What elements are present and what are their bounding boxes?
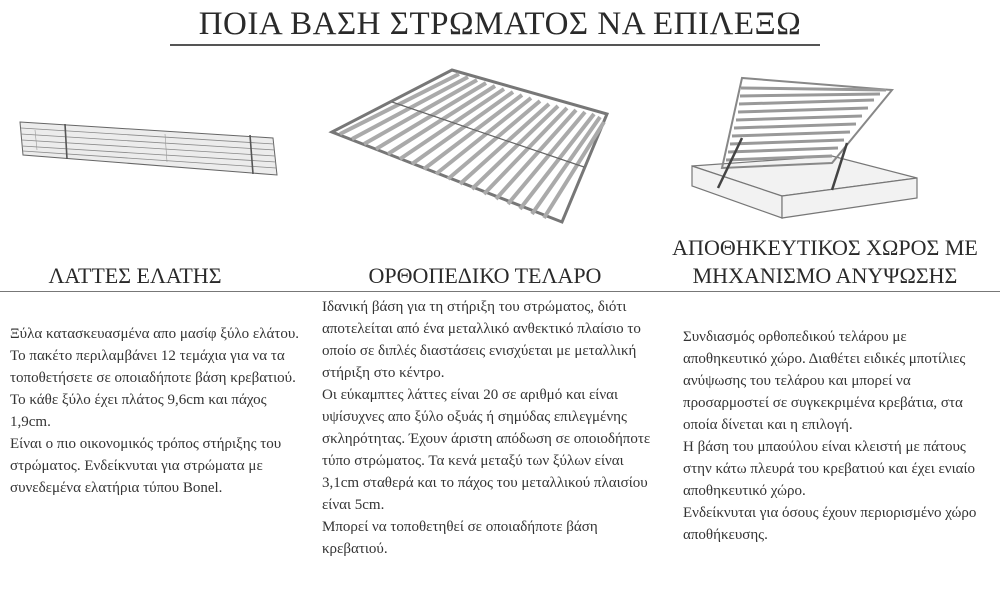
title-underline: [170, 44, 820, 46]
paragraph: Ενδείκνυται για όσους έχουν περιορισμένο χώρο αποθήκευσης.: [683, 505, 977, 543]
paragraph: Είναι ο πιο οικονομικός τρόπος στήριξης του στρώματος. Ενδείκνυται για στρώματα με συνεδεμένα ελατήρια τύπου Bonel.: [10, 436, 282, 496]
page-title: ΠΟΙΑ ΒΑΣΗ ΣΤΡΩΜΑΤΟΣ ΝΑ ΕΠΙΛΕΞΩ: [198, 6, 802, 42]
orthopedic-slatted-frame-icon: [322, 62, 622, 230]
storage-bed-lift-mechanism-icon: [682, 68, 927, 226]
column-text-storage-lift: [683, 326, 983, 546]
column-title-orthopedic-frame: ΟΡΘΟΠΕΔΙΚΟ ΤΕΛΑΡΟ: [368, 263, 602, 288]
paragraph: Ξύλα κατασκευασμένα απο μασίφ ξύλο ελάτου. Το πακέτο περιλαμβάνει 12 τεμάχια για να τα τοποθετήσετε σε οποιαδήποτε βάση κρεβατιού. Το κάθε ξύλο έχει πλάτος 9,6cm και πάχος 1,9cm.: [10, 326, 300, 430]
paragraph: Συνδιασμός ορθοπεδικού τελάρου με αποθηκευτικό χώρο. Διαθέτει ειδικές μποτίλιες ανύψωσης του τελάρου και μπορεί να προσαρμοστεί σε συγκεκριμένα κρεβάτια, στα οποία δίνεται και η επιλογή.: [683, 329, 966, 433]
wooden-slats-bundle-icon: [15, 100, 285, 180]
column-title-storage-lift: ΑΠΟΘΗΚΕΥΤΙΚΟΣ ΧΩΡΟΣ ΜΕ ΜΗΧΑΝΙΣΜΟ ΑΝΥΨΩΣΗΣ: [672, 235, 978, 288]
section-divider: [0, 291, 1000, 292]
column-text-orthopedic-frame: [322, 296, 652, 560]
column-text-slats: [10, 323, 300, 499]
column-title-slats: ΛΑΤΤΕΣ ΕΛΑΤΗΣ: [48, 263, 222, 288]
paragraph: Οι εύκαμπτες λάττες είναι 20 σε αριθμό και είναι υψίσυχνες απο ξύλο οξυάς ή σημύδας επιλεγμένης σκληρότητας. Έχουν άριστη απόδωση σε οποιοδήποτε τύπο στρώματος. Τα κενά μεταξύ των ξύλων είναι 3,1cm σταθερά και το πάχος του μεταλλικού πλαισίου είναι 5cm.: [322, 387, 651, 513]
paragraph: Μπορεί να τοποθετηθεί σε οποιαδήποτε βάση κρεβατιού.: [322, 519, 598, 557]
paragraph: Ιδανική βάση για τη στήριξη του στρώματος, διότι αποτελείται από ένα μεταλλικό ανθεκτικό πλαίσιο το οποίο σε διπλές διαστάσεις ενισχύεται με μεταλλική στήριξη στο κέντρο.: [322, 299, 641, 381]
paragraph: Η βάση του μπαούλου είναι κλειστή με πάτους στην κάτω πλευρά του κρεβατιού και έχει ενιαίο αποθηκευτικό χώρο.: [683, 439, 975, 499]
